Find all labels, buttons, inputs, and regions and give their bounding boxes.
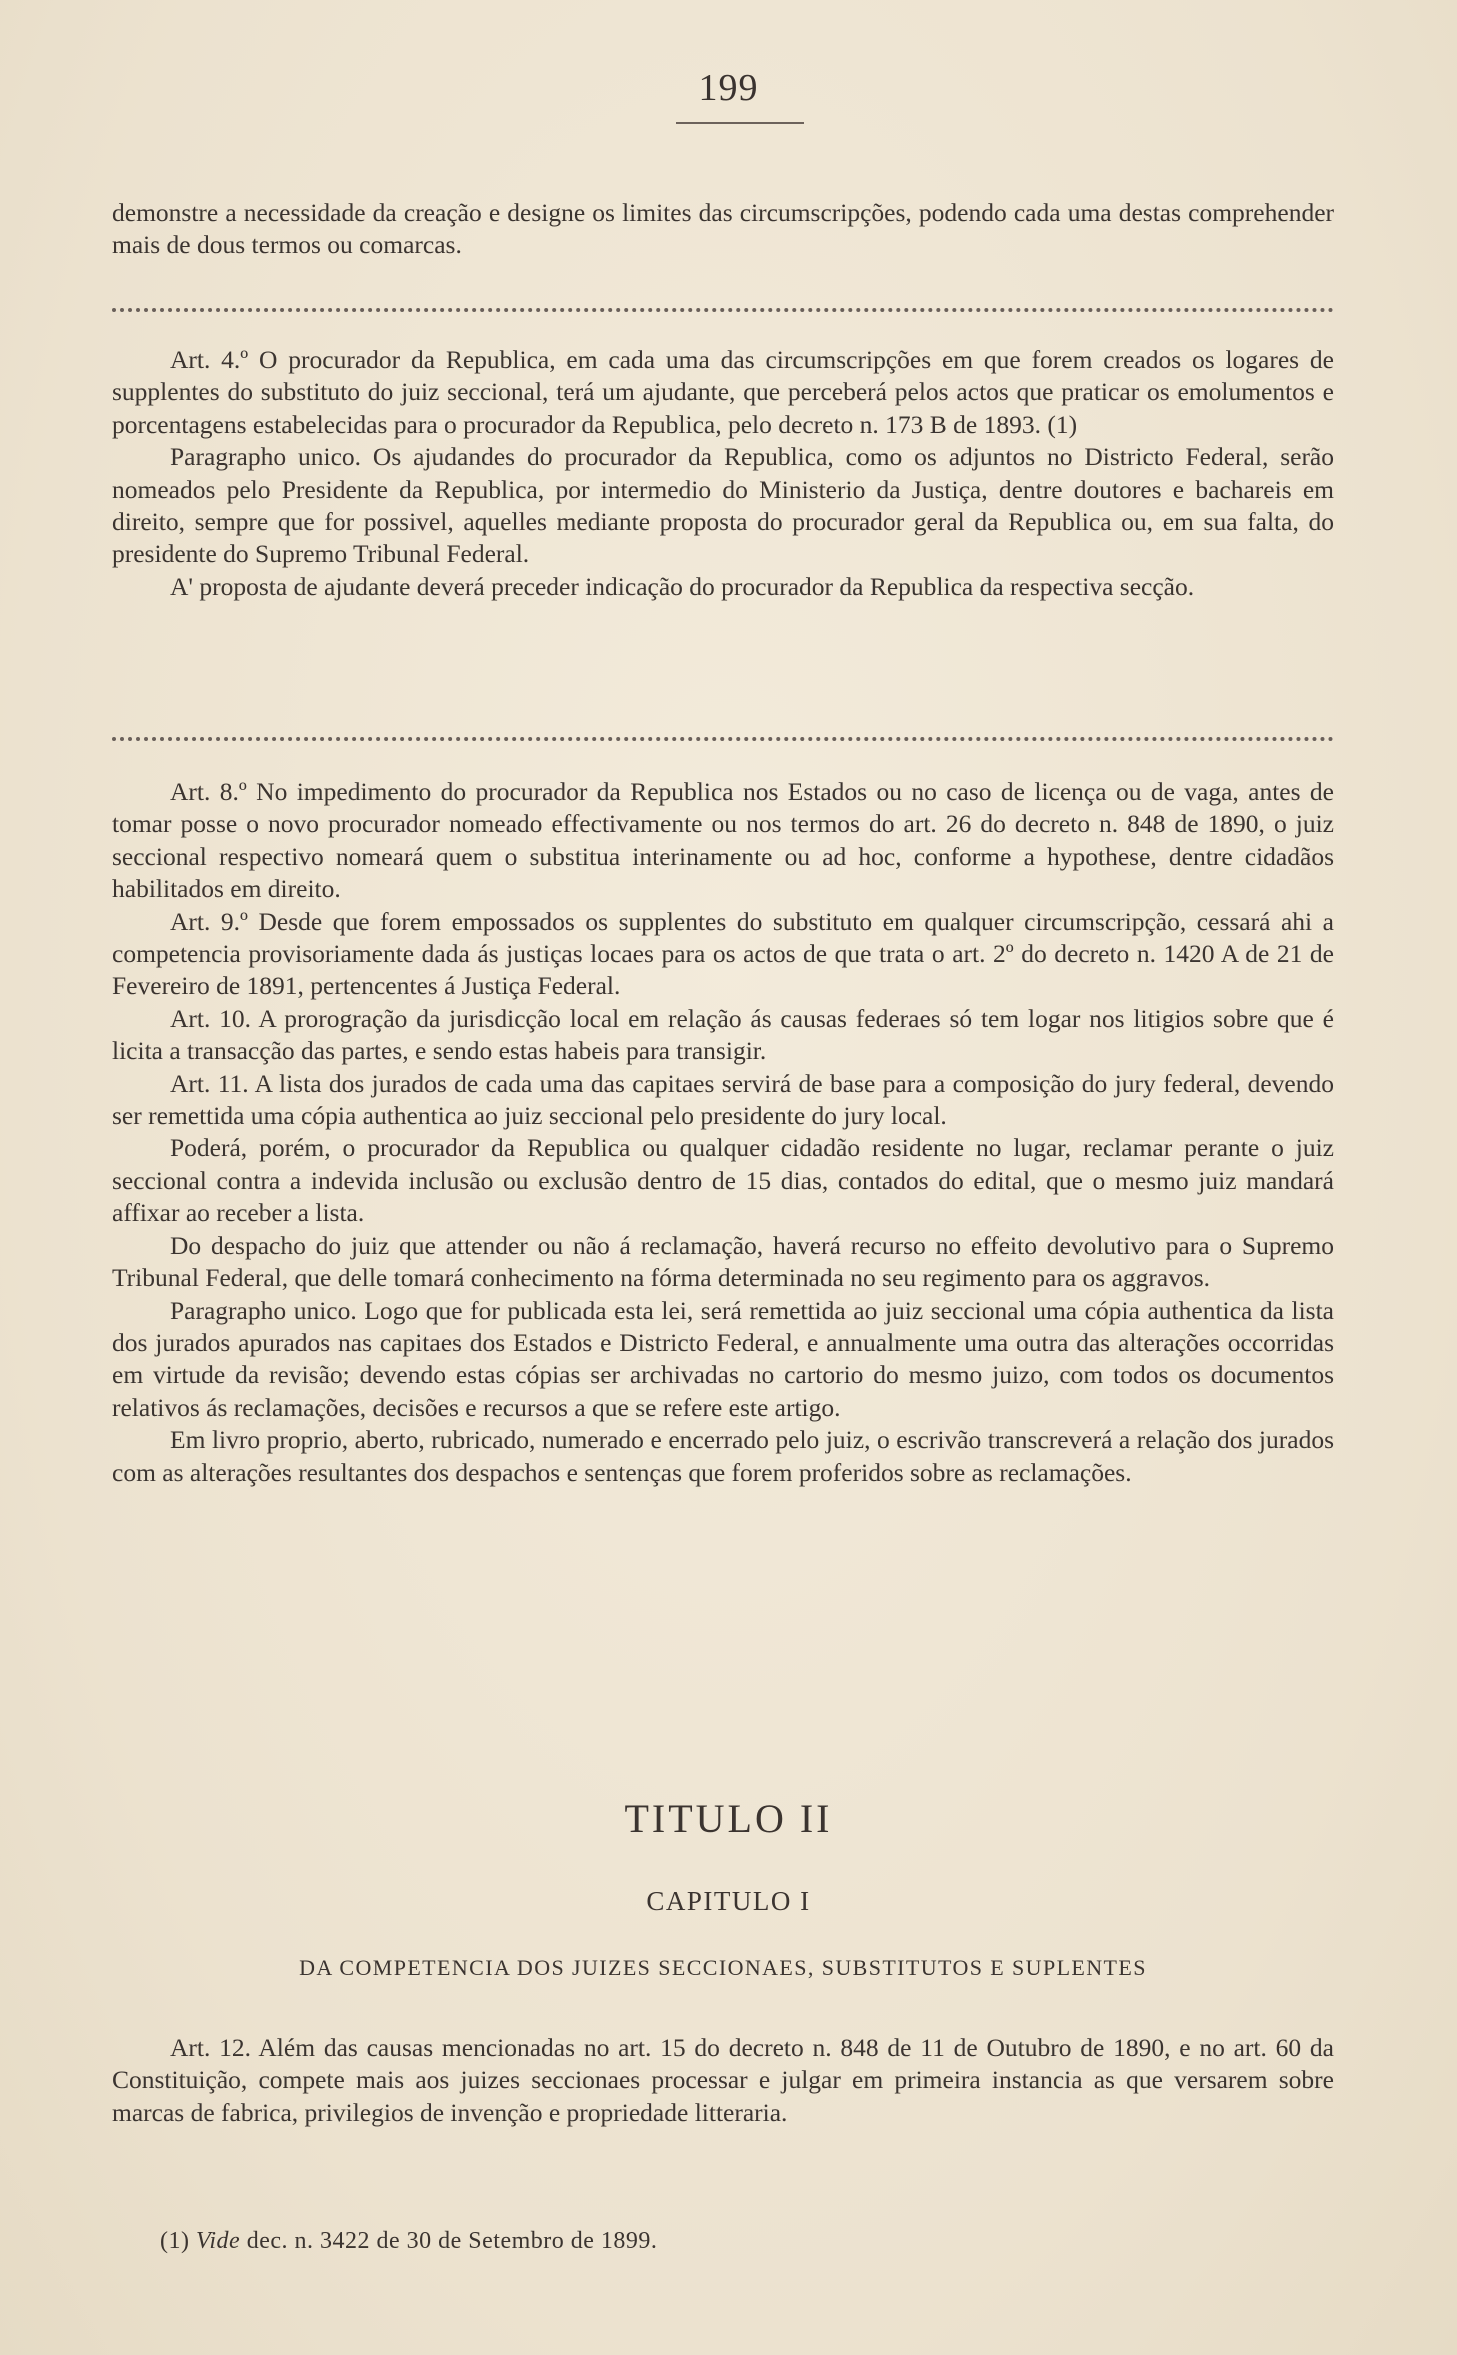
footnote-text: dec. n. 3422 de 30 de Setembro de 1899.	[246, 2228, 658, 2254]
title-heading: TITULO II	[624, 1796, 833, 1841]
footnote	[160, 2228, 657, 2255]
page-number-rule	[676, 122, 804, 124]
article-12-block	[112, 2032, 1334, 2129]
ellipsis-divider	[112, 308, 1334, 316]
ellipsis-divider	[112, 737, 1334, 745]
article-11-appeal-paragraph: Do despacho do juiz que attender ou não á reclamação, haverá recurso no effeito devolutivo para o Supremo Tribunal Federal, que delle tomará conhecimento na fórma determinada no seu regimento para os aggravos.	[112, 1230, 1334, 1293]
article-8-paragraph: Art. 8.º No impedimento do procurador da Republica nos Estados ou no caso de licença ou de vaga, antes de tomar posse o novo procurador nomeado effectivamente ou nos termos do art. 26 do decreto n. 848 de 1890, o juiz seccional respectivo nomeará quem o substitua interinamente ou ad hoc, conforme a hypothese, dentre cidadãos habilitados em direito.	[112, 777, 1334, 904]
intro-paragraph: demonstre a necessidade da creação e designe os limites das circumscripções, podendo cada uma destas comprehender mais de dous termos ou comarcas.	[112, 198, 1334, 260]
article-9-paragraph: Art. 9.º Desde que forem empossados os supplentes do substituto em qualquer circumscripção, cessará ahi a competencia provisoriamente dada ás justiças locaes para os actos de que trata o art. 2º do decreto n. 1420 A de 21 de Fevereiro de 1891, pertencentes á Justiça Federal.	[112, 906, 1334, 1001]
article-11-claim-paragraph: Poderá, porém, o procurador da Republica ou qualquer cidadão residente no lugar, reclamar perante o juiz seccional contra a indevida inclusão ou exclusão dentro de 15 dias, contados do edital, que o mesmo juiz mandará affixar ao receber a lista.	[112, 1133, 1334, 1228]
section-heading: DA COMPETENCIA DOS JUIZES SECCIONAES, SUBSTITUTOS E SUPLENTES	[299, 1955, 1147, 1980]
articles-8-11-block	[112, 776, 1334, 1489]
footnote-vide: Vide	[195, 2228, 241, 2254]
article-11-register-paragraph: Em livro proprio, aberto, rubricado, numerado e encerrado pelo juiz, o escrivão transcreverá a relação dos jurados com as alterações resultantes dos despachos e sentenças que forem proferidos sobre as reclamações.	[112, 1425, 1334, 1487]
article-4-proposal-paragraph: A' proposta de ajudante deverá preceder indicação do procurador da Republica da respectiva secção.	[170, 571, 1195, 601]
article-4-sole-paragraph: Paragrapho unico. Os ajudandes do procurador da Republica, como os adjuntos no Districto Federal, serão nomeados pelo Presidente da Republica, por intermedio do Ministerio da Justiça, dentre doutores e bachareis em direito, sempre que for possivel, aquelles mediante proposta do procurador geral da Republica ou, em sua falta, do presidente do Supremo Tribunal Federal.	[112, 442, 1334, 569]
article-10-paragraph: Art. 10. A prorogração da jurisdicção local em relação ás causas federaes só tem logar nos litigios sobre que é licita a transacção das partes, e sendo estas habeis para transigir.	[112, 1003, 1334, 1066]
intro-paragraph-block	[112, 197, 1334, 262]
page-number: 199	[698, 67, 759, 109]
article-4-block	[112, 344, 1334, 603]
article-12-paragraph: Art. 12. Além das causas mencionadas no art. 15 do decreto n. 848 de 11 de Outubro de 1890, e no art. 60 da Constituição, compete mais aos juizes seccionaes processar e julgar em primeira instancia as que versarem sobre marcas de fabrica, privilegios de invenção e propriedade litteraria.	[112, 2033, 1334, 2127]
article-11-paragraph: Art. 11. A lista dos jurados de cada uma das capitaes servirá de base para a composição do jury federal, devendo ser remettida uma cópia authentica ao juiz seccional pelo presidente do jury local.	[112, 1068, 1334, 1131]
chapter-heading: CAPITULO I	[646, 1886, 811, 1916]
footnote-marker: (1)	[160, 2228, 190, 2254]
article-11-sole-paragraph: Paragrapho unico. Logo que for publicada esta lei, será remettida ao juiz seccional uma cópia authentica da lista dos jurados apurados nas capitaes dos Estados e Districto Federal, e annualmente uma outra das alterações occorridas em virtude da revisão; devendo estas cópias ser archivadas no cartorio do mesmo juizo, com todos os documentos relativos ás reclamações, decisões e recursos a que se refere este artigo.	[112, 1295, 1334, 1422]
article-4-paragraph: Art. 4.º O procurador da Republica, em cada uma das circumscripções em que forem creados os logares de supplentes do substituto do juiz seccional, terá um ajudante, que perceberá pelos actos que praticar os emolumentos e porcentagens estabelecidas para o procurador da Republica, pelo decreto n. 173 B de 1893. (1)	[112, 345, 1334, 439]
